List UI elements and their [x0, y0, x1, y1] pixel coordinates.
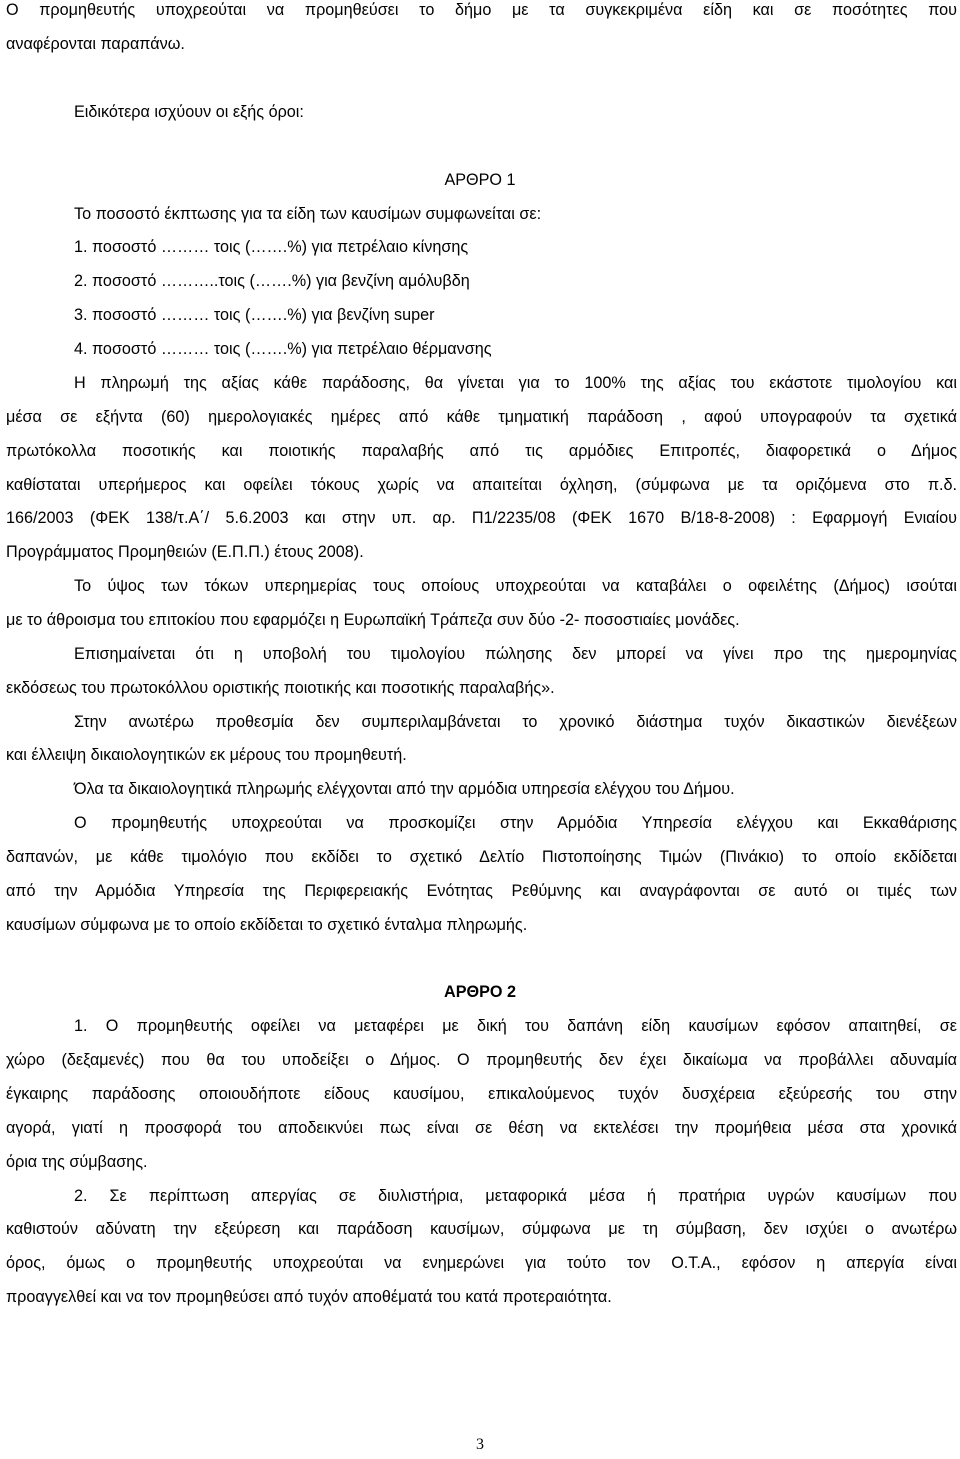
transport-paragraph-line: χώρο (δεξαμενές) που θα του υποδείξει ο Δήμος. Ο προμηθευτής δεν έχει δικαίωμα να προβάλλει αδυναμία	[6, 1051, 957, 1069]
payment-paragraph-line: Προγράμματος Προμηθειών (Ε.Π.Π.) έτους 2008).	[6, 543, 364, 561]
certificate-paragraph-line: καυσίμων σύμφωνα με το οποίο εκδίδεται το σχετικό ένταλμα πληρωμής.	[6, 916, 528, 934]
page-number: 3	[476, 1436, 484, 1453]
deadline-paragraph-line: Στην ανωτέρω προθεσμία δεν συμπεριλαμβάνεται το χρονικό διάστημα τυχόν δικαστικών διενέξεων	[74, 713, 957, 731]
discount-item: 4. ποσοστό ……… τοις (…….%) για πετρέλαιο θέρμανσης	[74, 340, 492, 358]
discount-item: 2. ποσοστό ………..τοις (…….%) για βενζίνη αμόλυβδη	[74, 272, 470, 290]
certificate-paragraph-line: δαπανών, με κάθε τιμολόγιο που εκδίδει το σχετικό Δελτίο Πιστοποίησης Τιμών (Πινάκιο) το οποίο εκδίδεται	[6, 848, 957, 866]
article-1-heading: ΑΡΘΡΟ 1	[444, 171, 516, 189]
payment-paragraph-line: Η πληρωμή της αξίας κάθε παράδοσης, θα γίνεται για το 100% της αξίας του εκάστοτε τιμολογίου και	[74, 374, 957, 392]
strike-paragraph-line: προαγγελθεί και να τον προμηθεύσει από τυχόν αποθέματά του κατά προτεραιότητα.	[6, 1288, 612, 1306]
payment-paragraph-line: μέσα σε εξήντα (60) ημερολογιακές ημέρες από κάθε τμηματική παράδοση , αφού υπογραφούν τα σχετικά	[6, 408, 957, 426]
intro-line: αναφέρονται παραπάνω.	[6, 35, 185, 53]
payment-paragraph-line: 166/2003 (ΦΕΚ 138/τ.Α΄/ 5.6.2003 και στην υπ. αρ. Π1/2235/08 (ΦΕΚ 1670 Β/18-8-2008) : Εφαρμογή Ενιαίου	[6, 509, 957, 527]
transport-paragraph-line: αγορά, γιατί η προσφορά του αποδεικνύει πως είναι σε θέση να εκτελέσει την προμήθεια μέσα στα χρονικά	[6, 1119, 957, 1137]
discount-item: 1. ποσοστό ……… τοις (…….%) για πετρέλαιο κίνησης	[74, 238, 469, 256]
intro-line: Ο προμηθευτής υποχρεούται να προμηθεύσει το δήμο με τα συγκεκριμένα είδη και σε ποσότητες που	[6, 1, 957, 19]
certificate-paragraph-line: Ο προμηθευτής υποχρεούται να προσκομίζει στην Αρμόδια Υπηρεσία ελέγχου και Εκκαθάρισης	[74, 814, 957, 832]
intro-terms-line: Ειδικότερα ισχύουν οι εξής όροι:	[74, 103, 304, 121]
strike-paragraph-line: καθιστούν αδύνατη την εξεύρεση και παράδοση καυσίμων, σύμφωνα με τη σύμβαση, δεν ισχύει ο ανωτέρω	[6, 1220, 957, 1238]
deadline-paragraph-line: και έλλειψη δικαιολογητικών εκ μέρους του προμηθευτή.	[6, 746, 407, 764]
article-2-heading: ΑΡΘΡΟ 2	[444, 983, 516, 1001]
invoice-paragraph-line: εκδόσεως του πρωτοκόλλου οριστικής ποιοτικής και ποσοτικής παραλαβής».	[6, 679, 555, 697]
discount-intro: Το ποσοστό έκπτωσης για τα είδη των καυσίμων συμφωνείται σε:	[74, 205, 542, 223]
interest-paragraph-line: Το ύψος των τόκων υπερημερίας τους οποίους υποχρεούται να καταβάλει ο οφειλέτης (Δήμος) ισούται	[74, 577, 957, 595]
transport-paragraph-line: 1. Ο προμηθευτής οφείλει να μεταφέρει με δική του δαπάνη είδη καυσίμων εφόσον απαιτηθεί, σε	[74, 1017, 957, 1035]
transport-paragraph-line: έγκαιρης παράδοσης οποιουδήποτε είδους καυσίμου, επικαλούμενος τυχόν δυσχέρεια εξεύρεσής του στην	[6, 1085, 957, 1103]
transport-paragraph-line: όρια της σύμβασης.	[6, 1153, 148, 1171]
documents-paragraph: Όλα τα δικαιολογητικά πληρωμής ελέγχονται από την αρμόδια υπηρεσία ελέγχου του Δήμου.	[74, 780, 735, 798]
discount-item: 3. ποσοστό ……… τοις (…….%) για βενζίνη super	[74, 306, 435, 324]
payment-paragraph-line: πρωτόκολλα ποσοτικής και ποιοτικής παραλαβής από τις αρμόδιες Επιτροπές, διαφορετικά ο Δήμος	[6, 442, 957, 460]
strike-paragraph-line: 2. Σε περίπτωση απεργίας σε διυλιστήρια, μεταφορικά μέσα ή πρατήρια υγρών καυσίμων που	[74, 1187, 957, 1205]
payment-paragraph-line: καθίσταται υπερήμερος και οφείλει τόκους χωρίς να απαιτείται όχληση, (σύμφωνα με τα οριζόμενα στο π.δ.	[6, 476, 957, 494]
certificate-paragraph-line: από την Αρμόδια Υπηρεσία της Περιφερειακής Ενότητας Ρεθύμνης και αναγράφονται σε αυτό οι τιμές των	[6, 882, 957, 900]
strike-paragraph-line: όρος, όμως ο προμηθευτής υποχρεούται να ενημερώνει για τούτο τον Ο.Τ.Α., εφόσον η απεργία είναι	[6, 1254, 957, 1272]
invoice-paragraph-line: Επισημαίνεται ότι η υποβολή του τιμολογίου πώλησης δεν μπορεί να γίνει προ της ημερομηνίας	[74, 645, 957, 663]
interest-paragraph-line: με το άθροισμα του επιτοκίου που εφαρμόζει η Ευρωπαϊκή Τράπεζα συν δύο -2- ποσοστιαίες μονάδες.	[6, 611, 740, 629]
